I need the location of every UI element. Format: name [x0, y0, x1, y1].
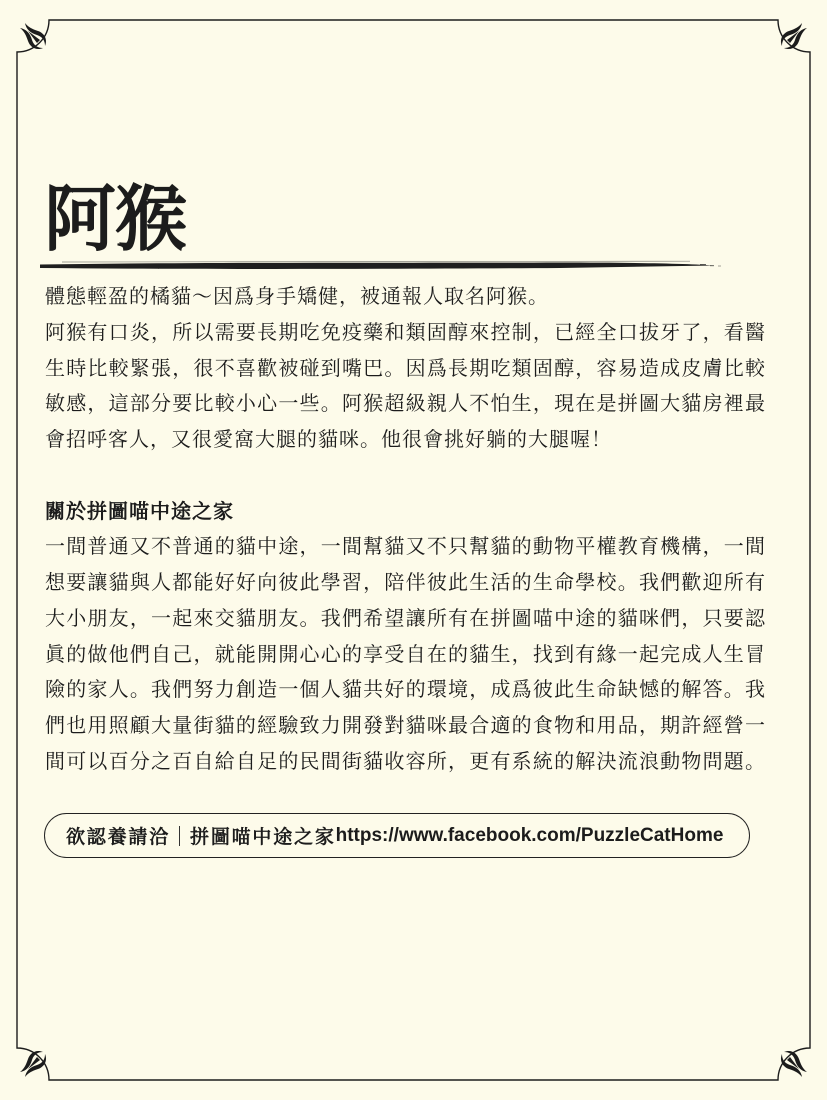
about-heading: 關於拼圖喵中途之家 [45, 498, 234, 523]
contact-url-link[interactable]: https://www.facebook.com/PuzzleCatHome [335, 824, 724, 846]
contact-divider [179, 826, 180, 846]
intro-line: 體態輕盈的橘貓～因爲身手矯健，被通報人取名阿猴。 [45, 284, 549, 308]
about-line: 險的家人。我們努力創造一個人貓共好的環境，成爲彼此生命缺憾的解答。我 [45, 677, 766, 702]
about-line: 間可以百分之百自給自足的民間街貓收容所，更有系統的解決流浪動物問題。 [45, 748, 766, 773]
about-line: 一間普通又不普通的貓中途，一間幫貓又不只幫貓的動物平權教育機構，一間 [45, 534, 766, 559]
contact-pill [44, 813, 750, 858]
corner-ornament-bottom-right [781, 1051, 807, 1077]
intro-line: 會招呼客人，又很愛窩大腿的貓咪。他很會挑好躺的大腿喔！ [45, 427, 612, 451]
intro-line: 生時比較緊張，很不喜歡被碰到嘴巴。因爲長期吃類固醇，容易造成皮膚比較 [45, 355, 766, 380]
paragraph-spacer [45, 458, 766, 494]
pet-name-title: 阿猴 [44, 177, 187, 261]
about-line: 想要讓貓與人都能好好向彼此學習，陪伴彼此生活的生命學校。我們歡迎所有 [45, 570, 766, 594]
card-body [45, 279, 766, 780]
corner-ornament-top-right [781, 23, 807, 49]
contact-label: 欲認養請洽 [66, 826, 171, 848]
corner-ornament-bottom-left [20, 1051, 46, 1077]
about-line: 眞的做他們自己，就能開開心心的享受自在的貓生，找到有緣一起完成人生冒 [45, 641, 766, 666]
about-line: 大小朋友，一起來交貓朋友。我們希望讓所有在拼圖喵中途的貓咪們，只要認 [45, 605, 766, 630]
intro-line: 敏感，這部分要比較小心一些。阿猴超級親人不怕生，現在是拼圖大貓房裡最 [45, 391, 766, 416]
title-brush-underline [40, 261, 721, 269]
contact-org-name: 拼圖喵中途之家 [190, 826, 336, 848]
about-line: 們也用照顧大量街貓的經驗致力開發對貓咪最合適的食物和用品，期許經營一 [45, 713, 766, 737]
intro-paragraph [45, 279, 766, 458]
about-paragraph [45, 529, 766, 779]
corner-ornament-top-left [20, 23, 46, 49]
intro-line: 阿猴有口炎，所以需要長期吃免疫藥和類固醇來控制，已經全口拔牙了，看醫 [45, 319, 766, 344]
